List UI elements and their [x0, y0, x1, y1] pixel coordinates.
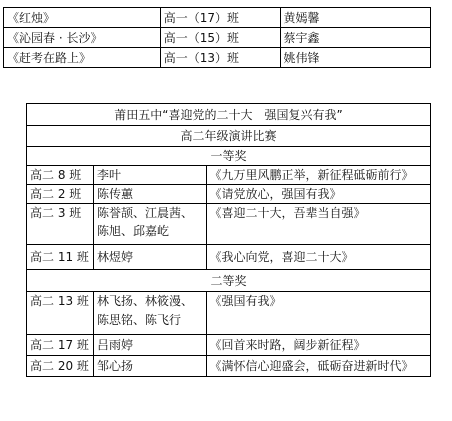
names-cell: 邹心扬 [93, 356, 206, 377]
class-cell: 高一（17）班 [160, 8, 280, 28]
first-prize-label: 一等奖 [27, 147, 431, 166]
speech-title-cell: 《强国有我》 [206, 292, 430, 335]
class-cell: 高二 2 班 [27, 185, 94, 204]
names-line: 林飞扬、林筱漫、 [96, 294, 193, 308]
class-cell: 高一（15）班 [160, 28, 280, 48]
speech-title-cell: 《回首来时路，阔步新征程》 [206, 335, 430, 356]
names-line: 陈旭、邱嘉屹 [96, 224, 169, 238]
class-cell: 高二 20 班 [27, 356, 94, 377]
speech-title-cell: 《赶考在路上》 [4, 48, 161, 68]
class-cell: 高二 8 班 [27, 166, 94, 185]
competition-subtitle: 高二年级演讲比赛 [27, 126, 431, 147]
table-row [27, 185, 431, 204]
names-cell: 李叶 [93, 166, 206, 185]
table-title-row [27, 104, 431, 126]
speech-title-cell: 《我心向党，喜迎二十大》 [206, 245, 430, 270]
names-cell: 陈传蕙 [93, 185, 206, 204]
speech-title-cell: 《沁园春 · 长沙》 [4, 28, 161, 48]
names-line: 陈思铭、陈飞行 [96, 313, 181, 327]
student-cell: 黄嫣馨 [280, 8, 430, 28]
first-prize-header-row [27, 147, 431, 166]
table-row [27, 204, 431, 245]
student-cell: 蔡宇鑫 [280, 28, 430, 48]
class-cell: 高一（13）班 [160, 48, 280, 68]
names-cell: 林煜婷 [93, 245, 206, 270]
award-results-table [26, 103, 431, 377]
table-row [27, 245, 431, 270]
table-row [27, 166, 431, 185]
table-row [4, 8, 431, 28]
names-line: 陈誉颉、江晨茜、 [96, 206, 193, 220]
table-row [4, 28, 431, 48]
speech-title-cell: 《满怀信心迎盛会，砥砺奋进新时代》 [206, 356, 430, 377]
class-cell: 高二 3 班 [27, 204, 94, 245]
class-cell: 高二 17 班 [27, 335, 94, 356]
student-cell: 姚伟锋 [280, 48, 430, 68]
competition-title: 莆田五中“喜迎党的二十大 强国复兴有我” [27, 104, 431, 126]
table-row [27, 356, 431, 377]
table-subtitle-row [27, 126, 431, 147]
second-prize-header-row [27, 270, 431, 292]
table-row [4, 48, 431, 68]
class-cell: 高二 11 班 [27, 245, 94, 270]
speech-title-cell: 《请党放心，强国有我》 [206, 185, 430, 204]
table-row [27, 292, 431, 335]
speech-list-table [3, 7, 431, 68]
names-cell: 吕雨婷 [93, 335, 206, 356]
speech-title-cell: 《红烛》 [4, 8, 161, 28]
names-cell [93, 292, 206, 335]
speech-title-cell: 《喜迎二十大，吾辈当自强》 [206, 204, 430, 245]
table-row [27, 335, 431, 356]
class-cell: 高二 13 班 [27, 292, 94, 335]
second-prize-label: 二等奖 [27, 270, 431, 292]
names-cell [93, 204, 206, 245]
speech-title-cell: 《九万里风鹏正举，新征程砥砺前行》 [206, 166, 430, 185]
